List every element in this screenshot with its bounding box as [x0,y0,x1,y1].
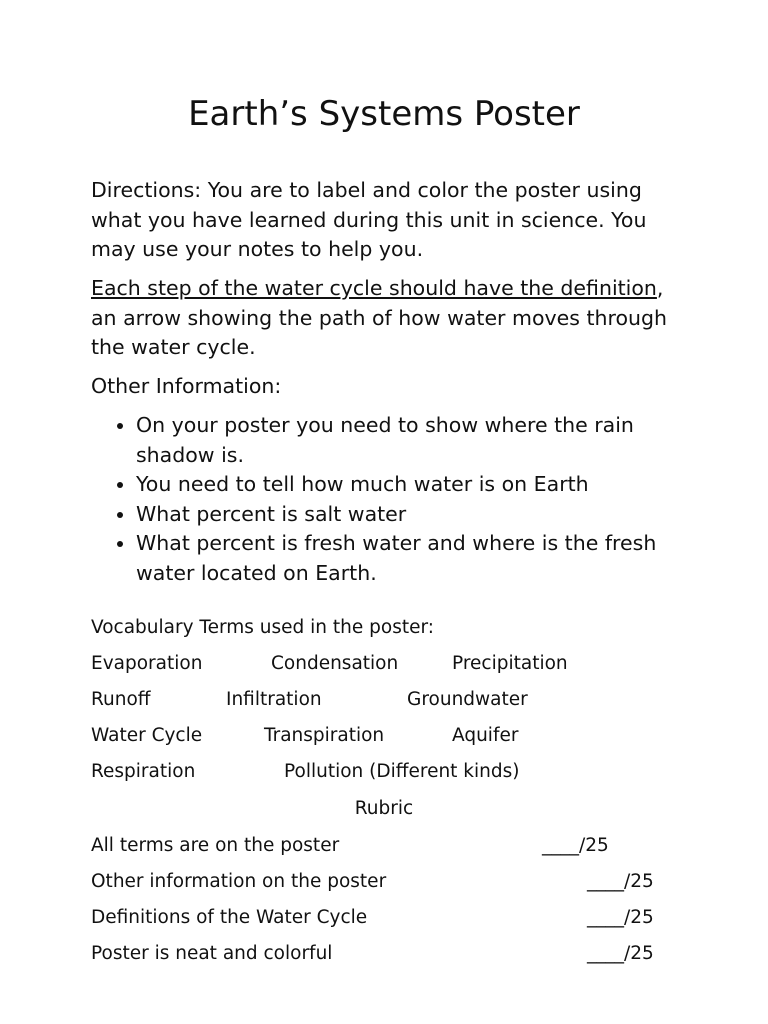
vocab-term: Water Cycle [91,725,203,746]
vocab-term: Infiltration [226,689,322,710]
vocab-term: Aquifer [452,725,519,746]
requirement-paragraph [91,274,691,363]
vocab-term: Precipitation [452,653,568,674]
rubric-item-label: Poster is neat and colorful [91,943,333,964]
page-title: Earth’s Systems Poster [188,94,580,134]
rubric-item-score: ____/25 [587,943,654,964]
requirement-underlined-text: Each step of the water cycle should have the definition [91,276,657,300]
rubric-item-label: Definitions of the Water Cycle [91,907,368,928]
list-item: • What percent is fresh water and where is the fresh water located on Earth. [136,529,691,588]
vocabulary-heading: Vocabulary Terms used in the poster: [91,617,434,638]
other-info-heading: Other Information: [91,374,282,398]
directions-paragraph: Directions: You are to label and color the poster using what you have learned during this unit in science. You may use your notes to help you. [91,178,647,261]
requirement-rest-text: , an arrow showing the path of how water moves through the water cycle. [91,276,668,359]
vocab-term: Respiration [91,761,196,782]
rubric-item-score: ____/25 [542,835,609,856]
vocab-term: Condensation [271,653,399,674]
rubric-item-label: Other information on the poster [91,871,387,892]
vocab-term: Runoff [91,689,151,710]
other-info-list [91,411,691,588]
vocab-term: Transpiration [264,725,385,746]
list-item: • On your poster you need to show where the rain shadow is. [136,411,691,470]
list-item: • You need to tell how much water is on Earth [136,470,691,500]
rubric-item-label: All terms are on the poster [91,835,340,856]
rubric-item-score: ____/25 [587,871,654,892]
vocab-term: Groundwater [407,689,528,710]
list-item: • What percent is salt water [136,500,691,530]
vocab-term: Evaporation [91,653,203,674]
rubric-heading: Rubric [354,798,414,819]
rubric-item-score: ____/25 [587,907,654,928]
vocab-term: Pollution (Different kinds) [284,761,520,782]
